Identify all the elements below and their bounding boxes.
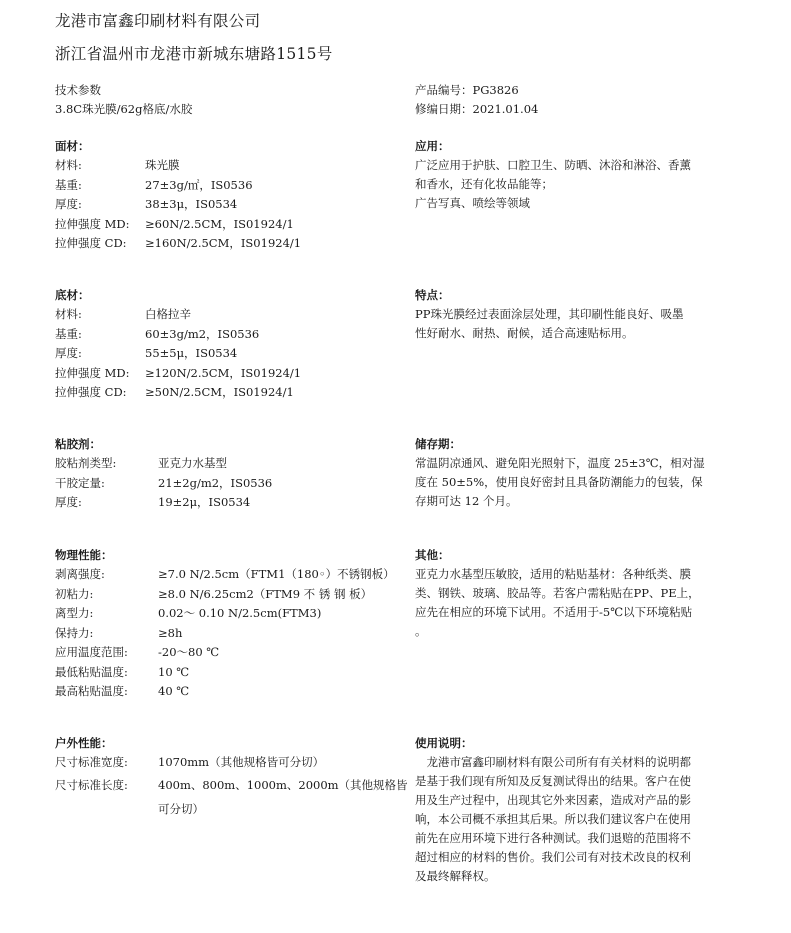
spec-label: 拉伸强度 MD: bbox=[55, 216, 130, 231]
spec-row bbox=[55, 753, 408, 773]
outdoor-section bbox=[55, 734, 408, 821]
company-address: 浙江省温州市龙港市新城东塘路1515号 bbox=[55, 45, 333, 63]
section-title: 户外性能： bbox=[55, 736, 113, 750]
spec-value: ≥160N/2.5CM，IS01924/1 bbox=[145, 236, 302, 250]
spec-row bbox=[55, 682, 395, 702]
spec-row bbox=[55, 493, 272, 513]
spec-label: 材料: bbox=[55, 158, 82, 172]
product-spec: 3.8C珠光膜/62g格底/水胶 bbox=[55, 102, 193, 116]
spec-value: ≥7.0 N/2.5cm（FTM1（180◦）不锈钢板） bbox=[158, 567, 395, 581]
spec-row bbox=[55, 773, 408, 797]
spec-row bbox=[55, 305, 301, 325]
spec-label: 最高粘贴温度: bbox=[55, 684, 128, 698]
spec-value: 400m、800m、1000m、2000m（其他规格皆 bbox=[158, 777, 408, 792]
spec-value: ≥8.0 N/6.25cm2（FTM9 不 锈 钢 板） bbox=[158, 586, 373, 601]
spec-value: 可分切） bbox=[158, 801, 204, 816]
text-line: 超过相应的材料的售价。我们公司有对技术改良的权利 bbox=[415, 850, 691, 864]
application-section bbox=[415, 137, 691, 213]
spec-value: -20～80 ℃ bbox=[158, 645, 220, 659]
spec-label: 剥离强度: bbox=[55, 567, 105, 581]
spec-row bbox=[55, 604, 395, 624]
spec-label: 拉伸强度 CD: bbox=[55, 236, 127, 250]
text-line: 常温阴凉通风、避免阳光照射下，温度 25±3℃，相对湿 bbox=[415, 456, 705, 470]
spec-value: 0.02～ 0.10 N/2.5cm(FTM3) bbox=[158, 606, 322, 620]
spec-label: 拉伸强度 MD: bbox=[55, 365, 130, 380]
spec-row bbox=[55, 383, 301, 403]
section-title: 使用说明： bbox=[415, 736, 473, 750]
spec-value: 珠光膜 bbox=[145, 158, 180, 172]
other-section bbox=[415, 546, 700, 641]
spec-label: 尺寸标准长度: bbox=[55, 777, 128, 792]
revision-date: 修编日期：2021.01.04 bbox=[415, 102, 539, 116]
spec-value: 60±3g/m2，IS0536 bbox=[145, 326, 260, 341]
product-code: 产品编号：PG3826 bbox=[415, 83, 519, 97]
text-line: 龙港市富鑫印刷材料有限公司所有有关材料的说明都 bbox=[426, 755, 691, 769]
text-line: 响，本公司概不承担其后果。所以我们建议客户在使用 bbox=[415, 812, 691, 826]
features-section bbox=[415, 286, 683, 343]
section-title: 特点： bbox=[415, 288, 450, 302]
text-line: 和香水，还有化妆品能等； bbox=[415, 177, 553, 191]
spec-label: 干胶定量: bbox=[55, 475, 105, 490]
spec-value: 白格拉辛 bbox=[145, 307, 191, 321]
text-line: 广泛应用于护肤、口腔卫生、防晒、沐浴和淋浴、香薰 bbox=[415, 158, 691, 172]
spec-label: 拉伸强度 CD: bbox=[55, 385, 127, 399]
spec-value: 21±2g/m2，IS0536 bbox=[158, 475, 273, 490]
spec-row bbox=[55, 565, 395, 585]
physical-properties-section bbox=[55, 546, 395, 702]
usage-notes-section bbox=[415, 734, 691, 886]
spec-row bbox=[55, 176, 301, 196]
spec-label: 基重: bbox=[55, 177, 82, 192]
section-title: 应用： bbox=[415, 139, 450, 153]
spec-value: 40 ℃ bbox=[158, 684, 190, 698]
spec-label: 最低粘贴温度: bbox=[55, 664, 128, 679]
section-title: 粘胶剂： bbox=[55, 437, 101, 451]
text-line: 性好耐水、耐热、耐候，适合高速贴标用。 bbox=[415, 326, 634, 340]
spec-label: 胶粘剂类型: bbox=[55, 456, 117, 470]
spec-label: 尺寸标准宽度: bbox=[55, 755, 128, 769]
text-line: 亚克力水基型压敏胶，适用的粘贴基材：各种纸类、膜 bbox=[415, 567, 691, 581]
spec-row bbox=[55, 364, 301, 384]
spec-row bbox=[55, 624, 395, 644]
spec-row bbox=[55, 344, 301, 364]
spec-row bbox=[55, 234, 301, 254]
spec-row bbox=[55, 156, 301, 176]
meta-right bbox=[415, 81, 538, 119]
text-line: 度在 50±5%，使用良好密封且具备防潮能力的包装，保 bbox=[415, 475, 703, 489]
spec-value: 1070mm（其他规格皆可分切） bbox=[158, 755, 325, 769]
spec-row bbox=[55, 325, 301, 345]
text-line: 用及生产过程中，出现其它外来因素，造成对产品的影 bbox=[415, 793, 691, 807]
section-title: 其他： bbox=[415, 548, 450, 562]
spec-value: 19±2μ，IS0534 bbox=[158, 495, 251, 509]
face-material-section bbox=[55, 137, 301, 254]
text-line: 及最终解释权。 bbox=[415, 869, 496, 883]
text-line: 类、钢铁、玻璃、胶品等。若客户需粘贴在PP、PE上， bbox=[415, 586, 700, 600]
text-line: PP珠光膜经过表面涂层处理，其印刷性能良好、吸墨 bbox=[415, 307, 684, 321]
spec-row bbox=[55, 215, 301, 235]
spec-label: 初粘力: bbox=[55, 586, 94, 601]
spec-row bbox=[55, 585, 395, 605]
text-line: 应先在相应的环境下试用。不适用于-5℃以下环境粘贴 bbox=[415, 605, 693, 619]
section-title: 面材： bbox=[55, 139, 90, 153]
spec-label: 离型力: bbox=[55, 606, 94, 620]
spec-value: ≥50N/2.5CM，IS01924/1 bbox=[145, 385, 294, 399]
backing-material-section bbox=[55, 286, 301, 403]
spec-label: 厚度: bbox=[55, 495, 82, 509]
section-title: 底材： bbox=[55, 288, 90, 302]
spec-value: ≥120N/2.5CM，IS01924/1 bbox=[145, 365, 302, 380]
spec-row bbox=[55, 643, 395, 663]
spec-row bbox=[55, 195, 301, 215]
spec-label: 应用温度范围: bbox=[55, 645, 128, 659]
spec-label: 材料: bbox=[55, 307, 82, 321]
spec-label: 厚度: bbox=[55, 197, 82, 211]
text-line: 广告写真、喷绘等领域 bbox=[415, 196, 530, 210]
spec-row-continuation bbox=[55, 797, 408, 821]
meta-left bbox=[55, 81, 192, 119]
spec-row bbox=[55, 663, 395, 683]
section-title: 储存期： bbox=[415, 437, 461, 451]
spec-value: ≥8h bbox=[158, 625, 183, 640]
tech-params-heading: 技术参数 bbox=[55, 83, 101, 97]
section-title: 物理性能： bbox=[55, 548, 113, 562]
spec-row bbox=[55, 454, 272, 474]
text-line: 。 bbox=[415, 624, 427, 638]
text-line: 存期可达 12 个月。 bbox=[415, 494, 518, 508]
company-name: 龙港市富鑫印刷材料有限公司 bbox=[55, 12, 261, 30]
spec-value: 55±5μ，IS0534 bbox=[145, 346, 238, 360]
spec-value: 38±3μ，IS0534 bbox=[145, 197, 238, 211]
spec-value: 亚克力水基型 bbox=[158, 456, 227, 470]
spec-label: 厚度: bbox=[55, 346, 82, 360]
spec-label: 保持力: bbox=[55, 625, 94, 640]
text-line: 是基于我们现有所知及反复测试得出的结果。客户在使 bbox=[415, 774, 691, 788]
spec-row bbox=[55, 474, 272, 494]
adhesive-section bbox=[55, 435, 272, 513]
spec-value: ≥60N/2.5CM，IS01924/1 bbox=[145, 216, 294, 231]
text-line: 前先在应用环境下进行各种测试。我们退赔的范围将不 bbox=[415, 831, 691, 845]
spec-label: 基重: bbox=[55, 326, 82, 341]
spec-value: 10 ℃ bbox=[158, 664, 190, 679]
spec-value: 27±3g/㎡，IS0536 bbox=[145, 177, 253, 192]
storage-section bbox=[415, 435, 705, 511]
